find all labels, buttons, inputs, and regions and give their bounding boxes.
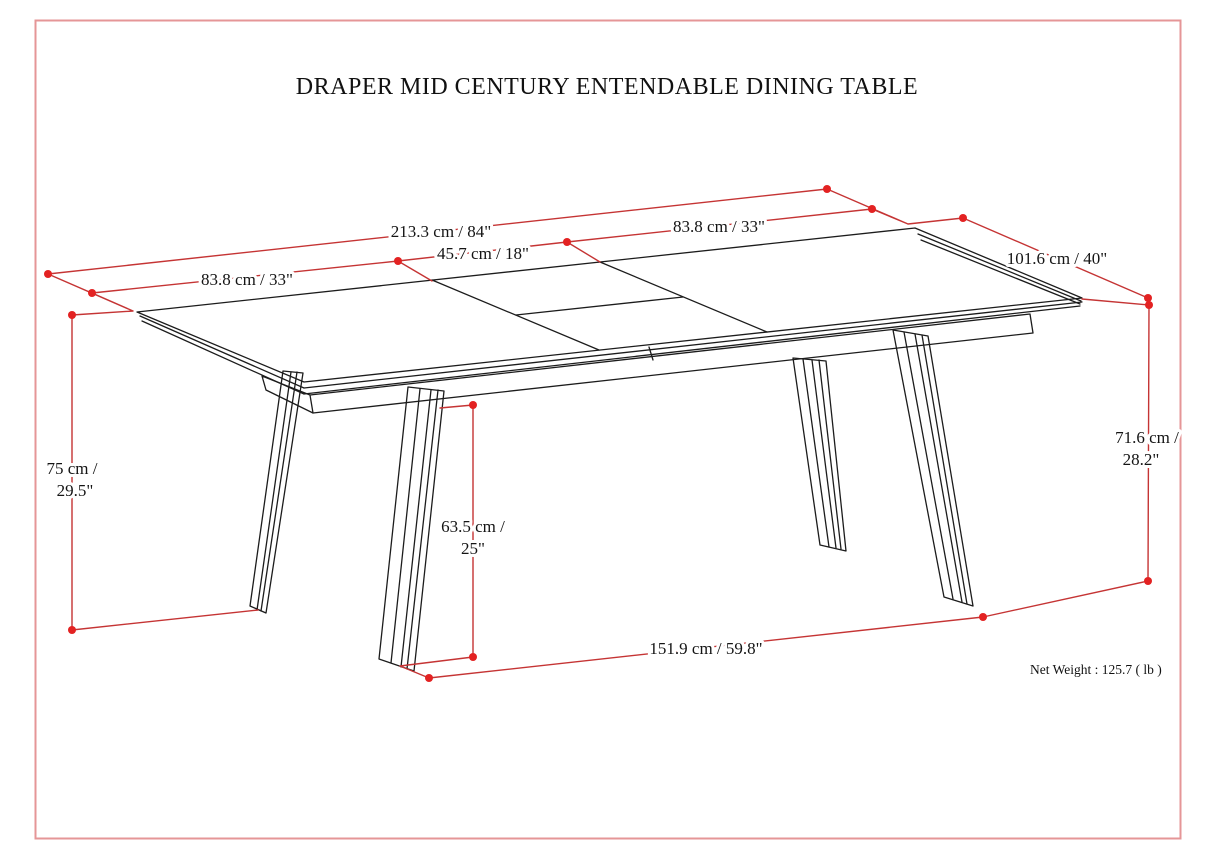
- dimension-label-table-height-line1: 75 cm /: [46, 459, 98, 478]
- dimension-label-depth: 101.6 cm / 40": [1006, 249, 1108, 268]
- leg-back-left-lines: [257, 372, 297, 611]
- dimension-label-table-height-line2: 29.5": [56, 481, 94, 500]
- dimension-endpoint-dots: [44, 185, 1153, 682]
- dimension-label-total-length: 213.3 cm / 84": [390, 222, 492, 241]
- dimension-labels: [47, 217, 1180, 658]
- dimension-line-table-height: [72, 315, 258, 630]
- page-title: DRAPER MID CENTURY ENTENDABLE DINING TABLE: [295, 74, 919, 100]
- dimension-label-right-section: 83.8 cm / 33": [673, 217, 765, 236]
- leg-front-right-lines: [904, 332, 967, 604]
- net-weight-label: Net Weight : 125.7 ( lb ): [1030, 662, 1162, 677]
- dimension-label-leg-height-line1: 71.6 cm /: [1115, 428, 1179, 447]
- front-edge-band: [304, 302, 1082, 394]
- right-edge-bevel: [918, 234, 1081, 304]
- leaf-split-line: [516, 297, 683, 315]
- dimension-label-leaf-width: 45.7 cm / 18": [437, 244, 529, 263]
- page-border: [36, 21, 1181, 839]
- dimension-label-leg-span: 151.9 cm / 59.8": [649, 639, 763, 658]
- dimension-label-leg-clearance-line2: 25": [461, 539, 485, 558]
- leg-front-left-lines: [391, 389, 438, 669]
- table-drawing: [137, 228, 1082, 671]
- dimension-label-leg-height-line2: 28.2": [1122, 450, 1160, 469]
- leg-back-left: [250, 371, 303, 613]
- dimension-label-leg-clearance-line1: 63.5 cm /: [441, 517, 505, 536]
- dimension-label-left-section: 83.8 cm / 33": [201, 270, 293, 289]
